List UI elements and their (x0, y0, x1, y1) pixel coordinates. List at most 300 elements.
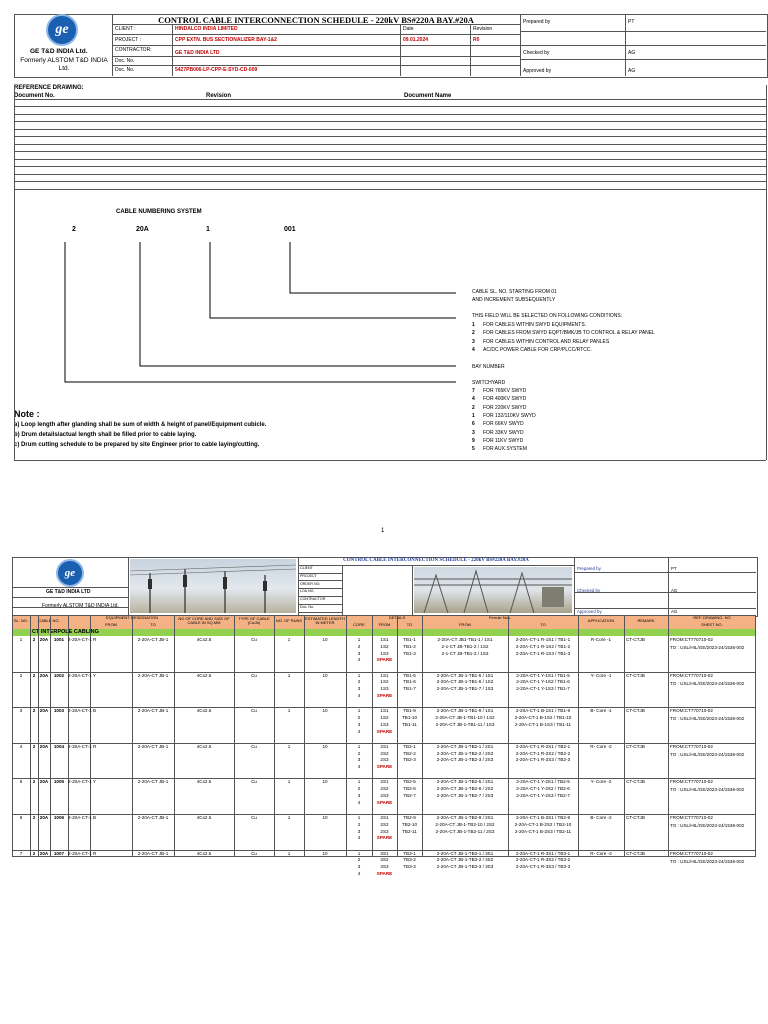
table-col-line (38, 615, 39, 857)
ferrule-to: 2-20A-CT-1 R-3S3 / TB3-3 (515, 864, 571, 870)
header-sheet_no: SHEET NO. (701, 623, 723, 627)
table-col-line (90, 615, 91, 857)
page-1-bottom-border (14, 460, 766, 461)
ferrule-to: 2-20A-CT-1 Y-1S1 / TB1-5 (516, 672, 570, 678)
table-col-line (304, 615, 305, 857)
core-detail: SPARE (376, 799, 393, 805)
header-length: ESTIMATED LENGTH IN METER (305, 617, 345, 625)
ferrule-from: 2-20A-CT JB-1-TB1-9 / 1S1 (436, 708, 494, 714)
core-num: 3 (357, 686, 361, 692)
cell-len: 10 (322, 708, 328, 714)
ferrule-from: 2-20A-CT JB-1-TB1-10 / 1S2 (435, 715, 495, 720)
p2-field-label: CLIENT (300, 566, 313, 570)
core-to: TB3-2 (403, 857, 416, 863)
core-num: 3 (357, 828, 361, 834)
core-num: 3 (357, 650, 361, 656)
core-detail: 2S2 (380, 786, 389, 792)
ref-col-docname: Document Name (404, 93, 452, 99)
legend-swyd-num: 2 (472, 404, 475, 411)
approved-by-value: AG (628, 68, 636, 74)
core-detail: 1S2 (380, 715, 389, 720)
ferrule-from: 2-20A-CT JB-1-TB2-6 / 2S2 (436, 786, 494, 792)
ref-col-docno: Document No. (14, 93, 55, 99)
table-col-line (132, 615, 133, 857)
p2-field-label: ORDER NO. (300, 581, 321, 586)
core-to: TB1-9 (403, 708, 416, 714)
ferrule-to: 2-20A-CT-1 Y-2S1 / TB2-5 (516, 779, 570, 785)
header-from: FROM (378, 623, 391, 627)
legend-condition-text: FOR CABLES WITHIN CONTROL AND RELAY PANLES (483, 338, 610, 345)
ferrule-from: 2-20A-CT JB-1-TB3-2 / 3S2 (436, 857, 494, 863)
checked-by-value: AG (628, 50, 636, 56)
ferrule-from: 2-20A-CT JB-1-TB3-3 / 3S3 (436, 864, 494, 870)
cell-from: 2-20A-CT-1 R (68, 637, 97, 642)
header-ref_drawing: REF. DRAWING. NO (693, 616, 731, 620)
revision-label: Revision (473, 26, 493, 32)
cell-ref2: TO : USL/HIL/GE/2023-24/1536-002 (670, 858, 745, 864)
core-to: TB1-3 (403, 650, 416, 656)
ferrule-to: 2-20A-CT-1 Y-2S3 / TB2-7 (516, 793, 570, 798)
header-application: APPLICATION (587, 619, 615, 623)
core-to: TB2-1 (403, 743, 416, 749)
cell-runs: 1 (287, 815, 291, 820)
cell-from: 2-20A-CT-1 Y (68, 779, 96, 785)
cell-sl: 5 (19, 779, 23, 785)
numbering-part-2: 20A (136, 226, 149, 233)
core-num: 4 (357, 835, 361, 841)
field-label-docno-2: Doc. No. (115, 67, 135, 73)
ferrule-to: 2-20A-CT-1 R-2S1 / TB2-1 (515, 743, 571, 749)
core-num: 4 (357, 764, 361, 770)
cell-runs: 1 (287, 779, 291, 785)
date-value: 09.01.2024 (403, 37, 429, 43)
header-ferrule: Ferrule Nos. (488, 616, 511, 620)
core-detail: 1S3 (380, 650, 389, 656)
cell-type: Cu (251, 743, 257, 749)
core-num: 1 (357, 672, 361, 678)
core-num: 1 (357, 779, 361, 785)
core-num: 1 (357, 850, 361, 856)
p2-checked-by-label: Checked by (577, 588, 601, 593)
core-num: 4 (357, 871, 361, 876)
cell-runs: 1 (287, 708, 291, 714)
section-title: CT INTERPOLE CABLING (32, 629, 99, 635)
cell-sl: 6 (19, 815, 23, 820)
ferrule-to: 2-20A-CT-1 B-1S2 / TB1-10 (514, 715, 572, 720)
legend-condition-text: FOR CABLES FROM SWYD EQPT/BMK/JB TO CONTROL & RELAY PANEL (483, 330, 655, 337)
p2-ge-logo-icon: ge (56, 559, 84, 587)
cell-from: 2-20A-CT-1 R (68, 850, 97, 856)
cell-to: 2-20A-CT JB-1 (137, 850, 169, 856)
ferrule-to: 2-20A-CT-1 R-1S3 / TB1-3 (515, 650, 571, 656)
cell-ref: FROM:CT770710-02 (670, 672, 713, 678)
cell-type: Cu (251, 708, 257, 714)
legend-switchyard: SWITCHYARD (472, 380, 506, 386)
cell-len: 10 (322, 815, 328, 820)
legend-condition-num: 4 (472, 346, 475, 353)
cell-remark: CT-CTJB (626, 779, 645, 785)
cell-sl: 7 (19, 850, 23, 856)
legend-swyd-num: 6 (472, 421, 475, 428)
p2-field-label: Doc. No. (300, 605, 314, 609)
date-label: Date (403, 26, 414, 32)
ferrule-from: 2-20A-CT JB-1-TB2-9 / 2S1 (436, 815, 494, 820)
core-detail: 1S3 (380, 686, 389, 692)
table-col-line (624, 615, 625, 857)
cell-app: R-Core -1 (590, 637, 612, 642)
core-num: 3 (357, 864, 361, 870)
cell-ref2: TO : USL/HIL/GE/2023-24/1536-002 (670, 645, 745, 650)
core-detail: 3S1 (380, 850, 389, 856)
cell-size: 4Cx2.5 (196, 672, 212, 678)
cell-remark: CT-CTJB (626, 672, 645, 678)
field-value-contractor: GE T&D INDIA LTD (175, 50, 220, 56)
ferrule-from: 2-20A-CT JB-1-TB1-5 / 1S1 (436, 672, 494, 678)
p2-prepared-by-value: PT (671, 566, 677, 571)
note-a: a) Loop length after glanding shall be sum of width & height of panel/Equipment cubicle. (14, 422, 267, 428)
core-num: 2 (357, 679, 361, 685)
core-detail: 2S3 (380, 757, 389, 763)
field-value-client: HINDALCO INDIA LIMITED (175, 26, 238, 32)
cell-remark: CT-CTJB (626, 743, 645, 749)
ferrule-from: 2-20A-CT JB-1-TB2-1 / 2S1 (436, 743, 494, 749)
legend-bay: BAY NUMBER (472, 364, 505, 370)
prepared-by-value: PT (628, 19, 635, 25)
cell-a: 2 (32, 672, 36, 678)
core-detail: 1S2 (380, 679, 389, 685)
cell-ref2: TO : USL/HIL/GE/2023-24/1536-002 (670, 823, 745, 828)
core-detail: SPARE (376, 728, 393, 734)
ferrule-from: 2-20A-CT JB-1-TB1-7 / 1S3 (436, 686, 494, 692)
cell-size: 4Cx2.5 (196, 779, 212, 785)
legend-condition-text: FOR CABLES WITHIN SWYD EQUIPMENTS. (483, 322, 587, 328)
table-col-line (68, 615, 69, 857)
p2-field-label: LOA NO. (300, 589, 315, 594)
substation-photo-left (130, 559, 296, 613)
cell-len: 10 (322, 637, 328, 642)
cell-a: 2 (32, 850, 36, 856)
core-to: TB1-2 (403, 643, 416, 649)
legend-swyd-num: 1 (472, 412, 475, 419)
ref-drawing-label: REFERENCE DRAWING: (14, 85, 84, 91)
cell-runs: 1 (287, 637, 291, 642)
cell-ref2: TO : USL/HIL/GE/2023-24/1536-002 (670, 751, 745, 757)
core-detail: 1S2 (380, 643, 389, 649)
cell-size: 4Cx2.5 (196, 743, 212, 749)
core-num: 4 (357, 693, 361, 698)
cell-sl: 2 (19, 672, 23, 678)
cell-a: 2 (32, 637, 36, 642)
cell-ref: FROM:CT770710-02 (670, 708, 713, 714)
table-col-line (578, 615, 579, 857)
cell-app: Y- Core -2 (590, 779, 612, 785)
core-detail: 2S3 (380, 828, 389, 834)
core-to: TB1-5 (403, 672, 416, 678)
cell-from: 2-20A-CT-1 R (68, 743, 97, 749)
cell-a: 2 (32, 779, 36, 785)
cell-ref: FROM:CT770710-02 (670, 779, 713, 785)
ferrule-from: 2-1-CT JB-TB1-3 / 1S3 (441, 650, 489, 656)
ferrule-to: 2-20A-CT-1 Y-1S3 / TB1-7 (516, 686, 570, 692)
cell-b: 20A (39, 708, 49, 714)
ferrule-from: 2-1-CT JB-TB1-2 / 1S2 (441, 643, 489, 649)
cell-remark: CT-CTJB (626, 850, 645, 856)
header-remark: REMARK (637, 619, 655, 623)
ferrule-to: 2-20A-CT-1 Y-2S2 / TB2-6 (516, 786, 570, 792)
core-num: 2 (357, 821, 361, 827)
header-core: CORE (353, 623, 365, 627)
core-detail: 1S1 (380, 672, 389, 678)
ferrule-from: 2-20A-CT JB-1-TB1-11 / 1S3 (435, 721, 495, 727)
core-to: TB1-7 (403, 686, 416, 692)
ferrule-from: 2-20A-CT JB-1-TB3-1 / 3S1 (436, 850, 494, 856)
cell-to: 2-20A-CT JB-1 (137, 708, 169, 714)
cell-app: R- Core -3 (590, 850, 612, 856)
cell-a: 2 (32, 815, 36, 820)
cell-type: Cu (251, 672, 257, 678)
cell-c: 1007 (53, 850, 65, 856)
core-to: TB2-2 (403, 750, 416, 756)
core-num: 1 (357, 815, 361, 820)
p2-company-formerly: Formerly ALSTOM T&D INDIA Ltd. (42, 603, 119, 609)
prepared-by-label: Prepared by (523, 19, 551, 25)
cell-sl: 1 (19, 637, 23, 642)
core-to: TB1-6 (403, 679, 416, 685)
core-num: 3 (357, 757, 361, 763)
ferrule-to: 2-20A-CT-1 R-3S1 / TB3-1 (515, 850, 571, 856)
core-detail: 2S3 (380, 793, 389, 798)
core-detail: 1S3 (380, 721, 389, 727)
p2-prepared-by-label: Prepared by (577, 566, 601, 571)
field-label-project: PROJECT : (115, 37, 142, 43)
legend-swyd-text: FOR 11KV SWYD (483, 437, 524, 444)
ferrule-to: 2-20A-CT-1 R-1S1 / TB1-1 (515, 637, 571, 642)
cell-ref2: TO : USL/HIL/GE/2023-24/1536-002 (670, 680, 745, 686)
core-detail: SPARE (376, 657, 393, 663)
table-col-line (50, 615, 51, 857)
substation-photo-right (414, 567, 572, 613)
legend-swyd-num: 3 (472, 429, 475, 436)
header-to: TO (150, 623, 156, 627)
header-sl_no: SL. NO. (13, 619, 29, 623)
core-detail: 3S3 (380, 864, 389, 870)
cell-size: 4Cx2.5 (196, 815, 212, 820)
cell-type: Cu (251, 637, 257, 642)
core-num: 2 (357, 786, 361, 792)
legend-swyd-text: FOR 220KV SWYD (483, 404, 527, 411)
cell-type: Cu (251, 815, 257, 820)
core-detail: SPARE (376, 871, 393, 876)
legend-swyd-text: FOR 33KV SWYD (483, 429, 524, 436)
ferrule-from: 2-20A-CT JB-1-TB2-2 / 2S2 (436, 750, 494, 756)
cell-ref2: TO : USL/HIL/GE/2023-24/1536-002 (670, 716, 745, 722)
cell-from: 2-20A-CT-1 B (68, 815, 97, 820)
cell-from: 2-20A-CT-1 Y (68, 672, 96, 678)
cell-ref: FROM:CT770710-02 (670, 743, 713, 749)
p2-approved-by-label: Approved by (577, 609, 602, 614)
numbering-leader-lines (0, 0, 768, 470)
ferrule-from: 2-20A-CT JB-1-TB2-3 / 2S3 (436, 757, 494, 763)
core-num: 2 (357, 857, 361, 863)
header-from: FROM (105, 623, 117, 627)
ferrule-to: 2-20A-CT-1 B-2S1 / TB2-9 (515, 815, 571, 820)
cell-len: 10 (322, 850, 328, 856)
table-col-line (30, 615, 31, 857)
core-num: 2 (357, 715, 361, 720)
cell-to: 2-20A-CT JB-1 (137, 743, 169, 749)
numbering-title: CABLE NUMBERING SYSTEM (116, 209, 202, 215)
core-detail: SPARE (376, 764, 393, 770)
ferrule-to: 2-20A-CT-1 Y-1S2 / TB1-6 (516, 679, 570, 685)
table-col-line (234, 615, 235, 857)
ferrule-to: 2-20A-CT-1 B-2S3 / TB2-11 (514, 828, 572, 834)
numbering-part-1: 2 (72, 226, 76, 233)
legend-condition-text: AC/DC POWER CABLE FOR CRP/PLCC/RTCC. (483, 346, 592, 353)
field-value-project: CPP EXTN. BUS SECTIONALIZER BAY-1&2 (175, 37, 277, 43)
cell-from: 2-20A-CT-1 B (68, 708, 97, 714)
numbering-part-4: 001 (284, 226, 296, 233)
cell-runs: 1 (287, 743, 291, 749)
core-num: 1 (357, 708, 361, 714)
ge-logo-icon: ge (46, 14, 78, 46)
cell-to: 2-20A-CT JB-1 (137, 779, 169, 785)
ferrule-from: 2-20A-CT JB-1-TB2-5 / 2S1 (436, 779, 494, 785)
note-title: Note : (14, 409, 40, 419)
ferrule-to: 2-20A-CT-1 R-3S2 / TB3-2 (515, 857, 571, 863)
cell-to: 2-20A-CT JB-1 (137, 815, 169, 820)
cell-remark: CT-CTJB (626, 815, 645, 820)
p2-field-line (298, 612, 342, 613)
core-detail: 2S2 (380, 821, 389, 827)
core-to: TB3-1 (403, 850, 416, 856)
p2-doc-title: CONTROL CABLE INTERCONNECTION SCHEDULE - 220kV BS#220A BAY.#20A (343, 558, 529, 563)
core-detail: 2S2 (380, 750, 389, 756)
cell-len: 10 (322, 743, 328, 749)
cell-b: 20A (39, 672, 49, 678)
cell-app: R- Core -2 (590, 743, 612, 749)
cell-len: 10 (322, 672, 328, 678)
cell-c: 1004 (53, 743, 65, 749)
header-equipment: EQUIPMENT DESIGNATION (105, 616, 159, 620)
cell-runs: 1 (287, 850, 291, 856)
field-label-contractor: CONTRACTOR: (115, 47, 152, 53)
cell-remark: CT-CTJB (626, 637, 645, 642)
legend-swyd-num: 5 (472, 446, 475, 453)
p2-checked-by-value: AG (671, 588, 678, 593)
legend-condition-num: 2 (472, 330, 475, 337)
core-to: TB2-11 (402, 828, 417, 834)
ferrule-to: 2-20A-CT-1 R-2S2 / TB2-2 (515, 750, 571, 756)
cell-c: 1001 (53, 637, 65, 642)
core-to: TB2-6 (403, 786, 416, 792)
legend-condition-num: 1 (472, 322, 475, 328)
cell-size: 4Cx2.5 (196, 850, 212, 856)
company-name: GE T&D INDIA Ltd. (30, 48, 88, 55)
legend-serial-2: AND INCREMENT SUBSEQUENTLY (472, 297, 556, 303)
field-label-client: CLIENT : (115, 26, 136, 32)
core-to: TB2-9 (403, 815, 416, 820)
core-num: 4 (357, 728, 361, 734)
ferrule-from: 2-20A-CT JB-1-TB2-10 / 2S2 (435, 821, 495, 827)
table-col-line (668, 615, 669, 857)
ferrule-from: 2-20A-CT JB1-TB1-1 / 1S1 (437, 637, 493, 642)
ferrule-to: 2-20A-CT-1 B-2S2 / TB2-10 (514, 821, 572, 827)
ferrule-to: 2-20A-CT-1 B-1S1 / TB1-9 (515, 708, 571, 714)
cell-ref2: TO : USL/HIL/GE/2023-24/1536-002 (670, 787, 745, 793)
core-detail: 3S2 (380, 857, 389, 863)
core-num: 4 (357, 799, 361, 805)
cell-a: 2 (32, 708, 36, 714)
note-c: c) Drum cutting schedule to be prepared by site Engineer prior to cable laying/cutting. (14, 442, 260, 448)
header-to: TO (540, 623, 546, 627)
p2-field-label: CONTRACTOR (300, 597, 326, 602)
legend-condition-num: 3 (472, 338, 475, 345)
cell-to: 2-20A-CT JB-1 (137, 637, 169, 642)
legend-swyd-text: FOR 765KV SWYD (483, 388, 527, 394)
cell-c: 1003 (53, 708, 65, 714)
company-formerly: Formerly ALSTOM T&D INDIA Ltd. (20, 57, 108, 72)
page-1 (0, 0, 768, 470)
cell-type: Cu (251, 779, 257, 785)
ferrule-to: 2-20A-CT-1 R-1S2 / TB1-2 (515, 643, 571, 649)
table-col-line (174, 615, 175, 857)
legend-swyd-text: FOR AUX.SYSTEM (483, 446, 527, 453)
p2-approved-by-value: AG (671, 609, 678, 614)
cell-app: B- Core -2 (590, 815, 612, 820)
ferrule-from: 2-20A-CT JB-1-TB2-7 / 2S3 (436, 793, 494, 798)
core-detail: SPARE (376, 693, 393, 698)
revision-value: R0 (473, 37, 480, 43)
cell-b: 20A (39, 815, 49, 820)
cell-c: 1006 (53, 815, 65, 820)
table-col-line (274, 615, 275, 857)
core-detail: 1S1 (380, 708, 389, 714)
header-cores: NO OF CORE AND SIZE OF CABLE IN SQ.MM (178, 617, 230, 625)
legend-serial-1: CABLE SL. NO. STARTING FROM 01 (472, 289, 557, 295)
legend-swyd-text: FOR 400KV SWYD (483, 396, 527, 403)
cell-runs: 1 (287, 672, 291, 678)
legend-swyd-num: 7 (472, 388, 475, 394)
cell-c: 1005 (53, 779, 65, 785)
cell-ref: FROM:CT770710-02 (670, 637, 713, 642)
note-b: b) Drum details/actual length shall be filled prior to cable laying. (14, 432, 197, 438)
cell-remark: CT-CTJB (626, 708, 645, 714)
core-num: 4 (357, 657, 361, 663)
core-to: TB1-1 (403, 637, 416, 642)
header-cable_no: CABLE NO. (38, 619, 60, 623)
header-to: TO (406, 623, 413, 627)
numbering-part-3: 1 (206, 226, 210, 233)
cell-a: 2 (32, 743, 36, 749)
legend-swyd-text: FOR 132/110KV SWYD (483, 412, 536, 419)
legend-swyd-num: 9 (472, 437, 475, 444)
core-num: 2 (357, 750, 361, 756)
checked-by-label: Checked by (523, 50, 550, 56)
cell-len: 10 (322, 779, 328, 785)
ferrule-from: 2-20A-CT JB-1-TB1-6 / 1S2 (436, 679, 494, 685)
ref-col-revision: Revision (206, 93, 232, 99)
cell-app: Y- Core -1 (590, 672, 612, 678)
page-number: 1 (381, 528, 385, 534)
core-detail: 2S1 (380, 815, 389, 820)
core-num: 1 (357, 637, 361, 642)
core-to: TB3-3 (403, 864, 416, 870)
header-runs: NO. OF RUNS (275, 619, 303, 623)
core-to: TB1-11 (402, 721, 417, 727)
core-num: 3 (357, 721, 361, 727)
cell-b: 20A (39, 743, 49, 749)
field-value-docno: 5427PB006-LP-CPP-E-SYD-CD-009 (175, 67, 258, 73)
